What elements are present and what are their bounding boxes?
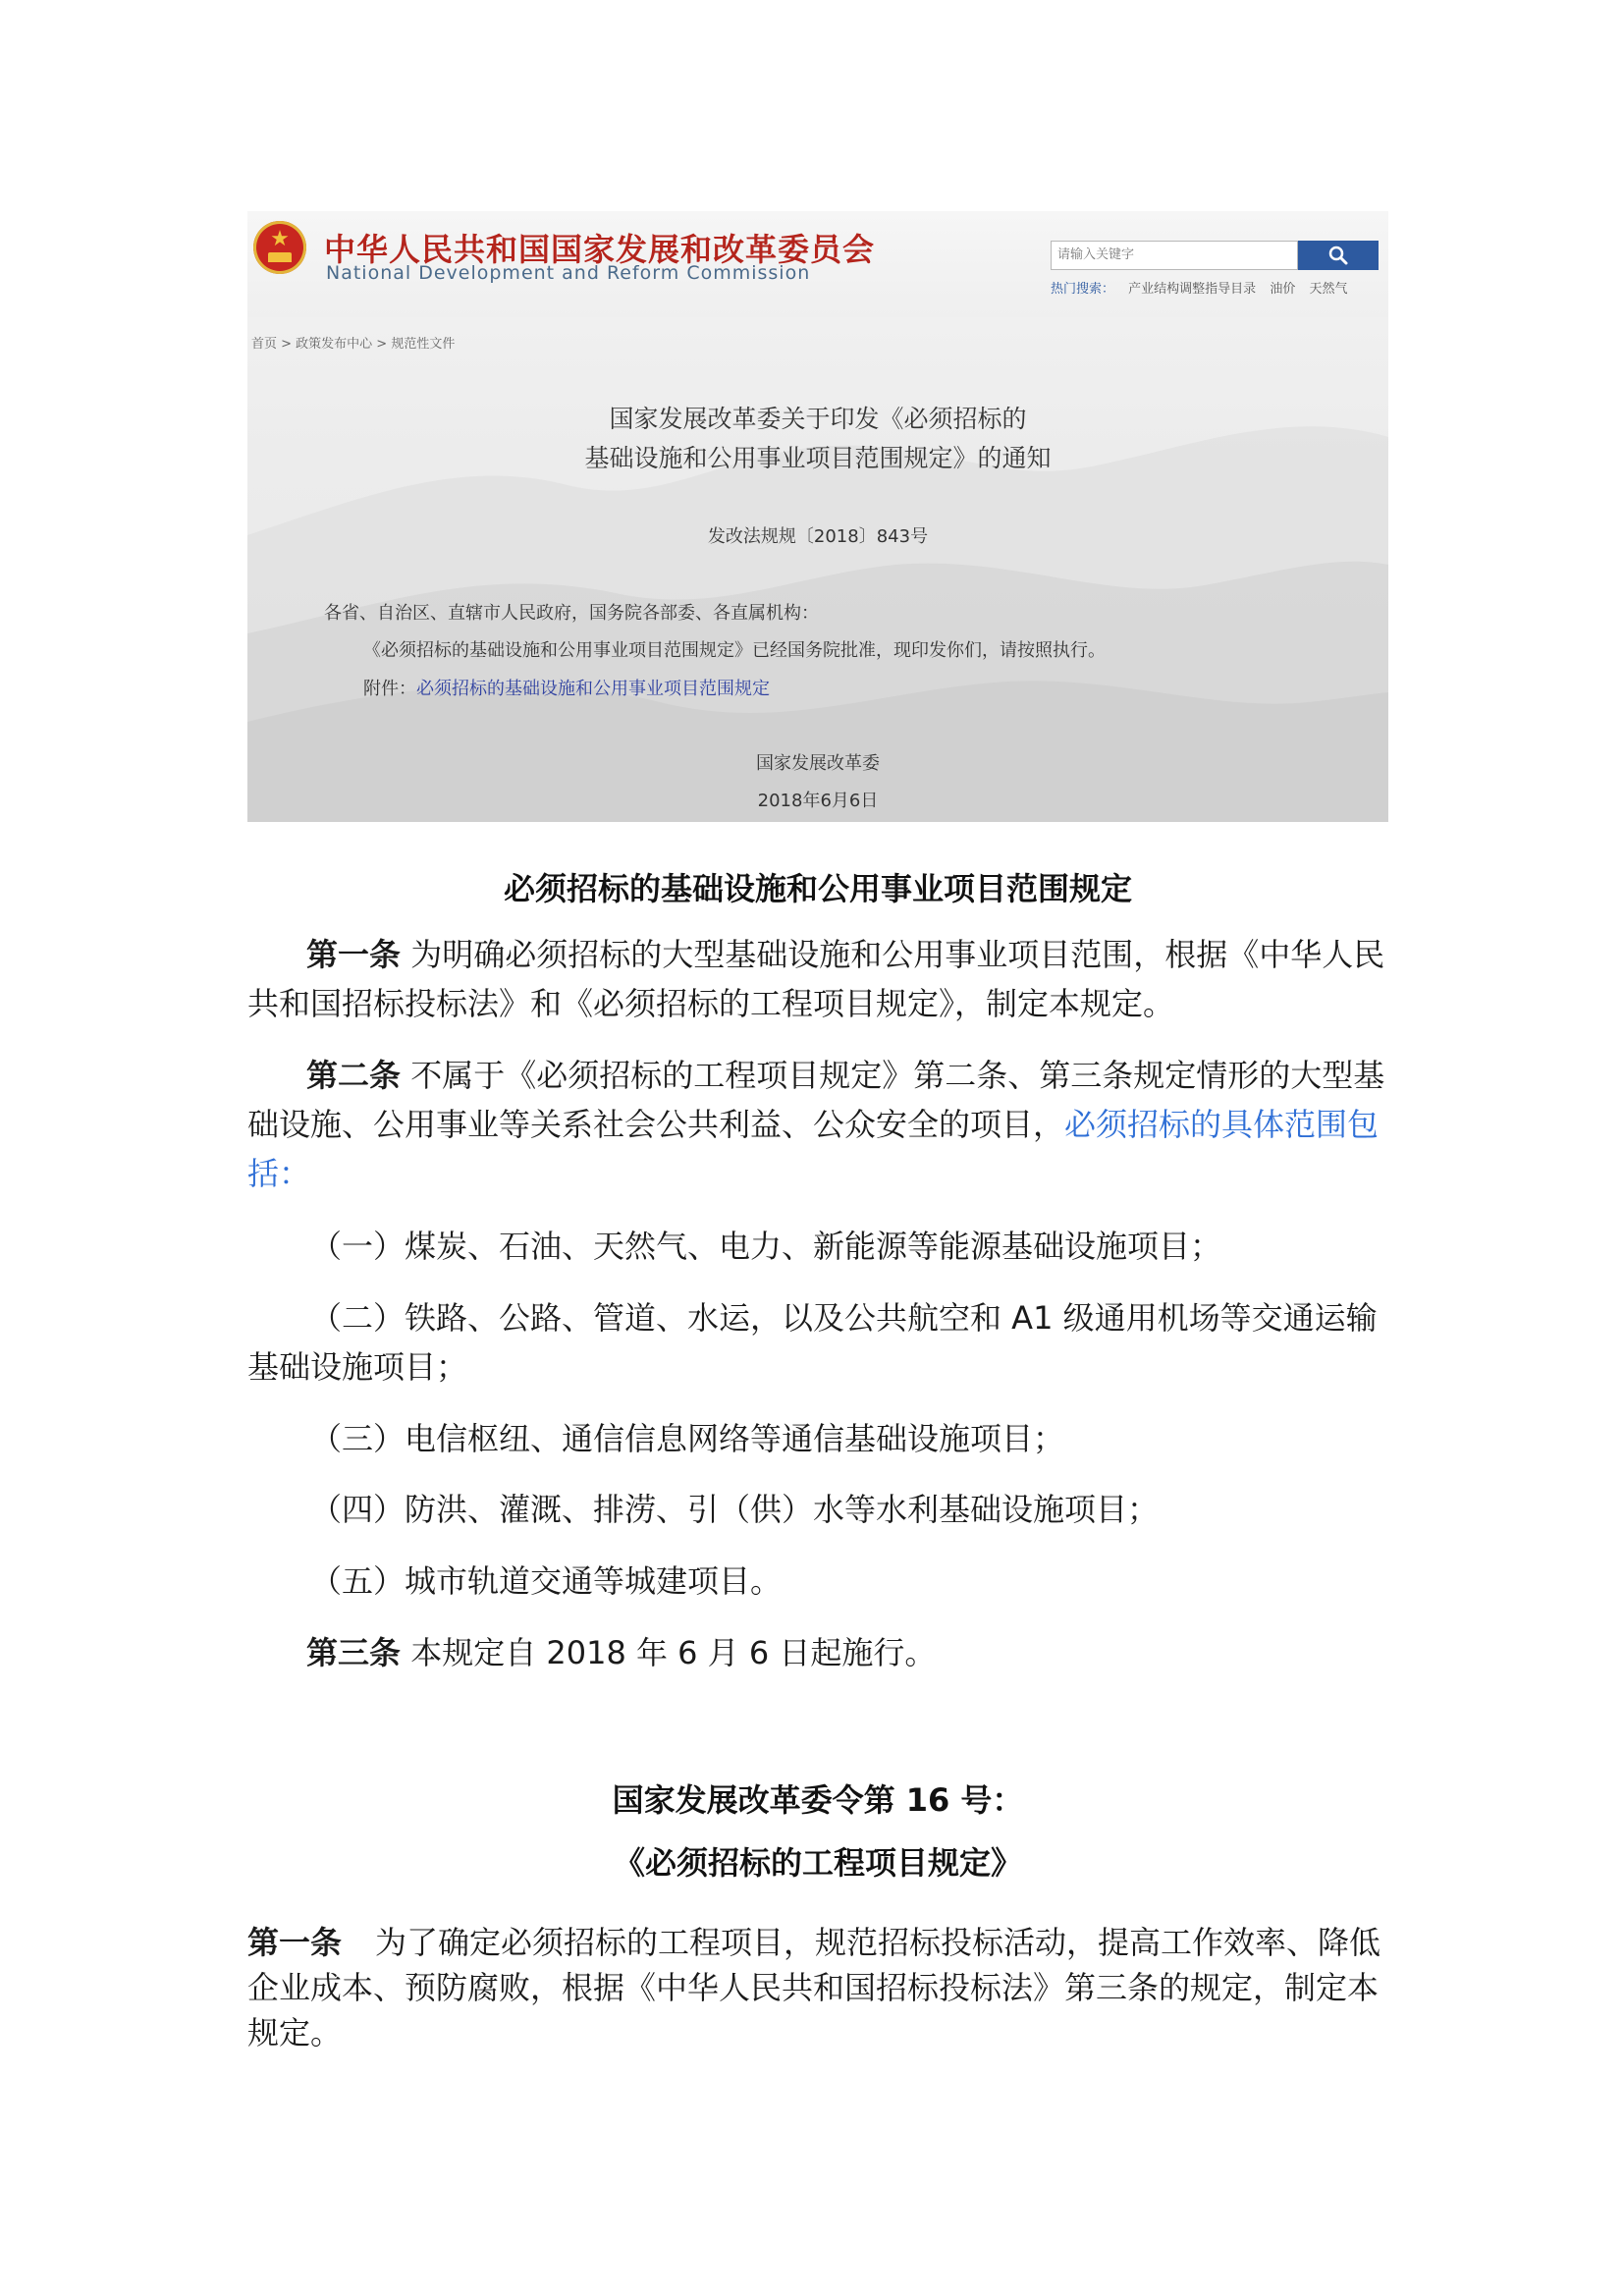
article-2 (247, 1051, 1388, 1198)
search-button[interactable] (1298, 241, 1379, 270)
order-title: 国家发展改革委令第 16 号： (612, 1781, 1024, 1819)
scope-item-4: （四）防洪、灌溉、排涝、引（供）水等水利基础设施项目； (310, 1491, 1160, 1528)
notice-body: 《必须招标的基础设施和公用事业项目范围规定》已经国务院批准，现印发你们，请按照执行。 (363, 640, 1106, 661)
order-article-1 (247, 1920, 1388, 2055)
article-1 (247, 930, 1388, 1028)
scope-item-1: （一）煤炭、石油、天然气、电力、新能源等能源基础设施项目； (310, 1228, 1222, 1265)
scope-item-5: （五）城市轨道交通等城建项目。 (310, 1562, 783, 1600)
article-3 (247, 1628, 1388, 1677)
attachment (363, 675, 770, 700)
national-emblem-icon: ★ (253, 221, 306, 274)
article-3-text: 本规定自 2018 年 6 月 6 日起施行。 (401, 1634, 937, 1671)
article-3-lead: 第三条 (306, 1634, 402, 1671)
recipients: 各省、自治区、直辖市人民政府，国务院各部委、各直属机构： (324, 603, 819, 624)
site-header (247, 211, 1388, 317)
search-input[interactable]: 请输入关键字 (1051, 241, 1298, 270)
hot-search-link[interactable]: 产业结构调整指导目录 (1128, 282, 1257, 297)
order-article-1-text: 为了确定必须招标的工程项目，规范招标投标活动，提高工作效率、降低企业成本、预防腐败，根据《中华人民共和国招标投标法》第三条的规定，制定本规定。 (247, 1924, 1381, 2051)
signer: 国家发展改革委 (756, 753, 880, 774)
search-icon (1327, 245, 1349, 266)
attachment-link[interactable]: 必须招标的基础设施和公用事业项目范围规定 (416, 679, 770, 699)
breadcrumb[interactable]: 首页 > 政策发布中心 > 规范性文件 (251, 337, 456, 352)
doc-number: 发改法规规〔2018〕843号 (707, 526, 929, 547)
order-subtitle: 《必须招标的工程项目规定》 (613, 1844, 1022, 1882)
notice-title-line2: 基础设施和公用事业项目范围规定》的通知 (584, 444, 1052, 472)
article-2-highlight: 必须招标的具体范围包括： (247, 1106, 1380, 1192)
order-article-1-lead: 第一条 (247, 1924, 343, 1961)
hot-search-link[interactable]: 天然气 (1309, 282, 1348, 297)
article-2-lead: 第二条 (306, 1057, 402, 1094)
article-2-text: 不属于《必须招标的工程项目规定》第二条、第三条规定情形的大型基础设施、公用事业等关系社会公共利益、公众安全的项目， (247, 1057, 1385, 1143)
embedded-webpage-screenshot (247, 211, 1388, 822)
article-1-text: 为明确必须招标的大型基础设施和公用事业项目范围，根据《中华人民共和国招标投标法》和《必须招标的工程项目规定》，制定本规定。 (247, 936, 1385, 1022)
attachment-label: 附件： (363, 679, 416, 699)
notice-title-line1: 国家发展改革委关于印发《必须招标的 (609, 405, 1027, 433)
scope-item-2: （二）铁路、公路、管道、水运，以及公共航空和 A1 级通用机场等交通运输基础设施项目； (247, 1299, 1378, 1386)
hot-search-link[interactable]: 油价 (1270, 282, 1296, 297)
article-1-lead: 第一条 (306, 936, 402, 973)
org-name-cn: 中华人民共和国国家发展和改革委员会 (324, 231, 876, 268)
org-name-en: National Development and Reform Commission (326, 262, 811, 284)
hot-search (1051, 278, 1357, 297)
scope-item-3: （三）电信枢纽、通信信息网络等通信基础设施项目； (310, 1420, 1065, 1457)
notice-date: 2018年6月6日 (757, 791, 879, 811)
document-title: 必须招标的基础设施和公用事业项目范围规定 (503, 870, 1132, 907)
hot-search-label: 热门搜索： (1051, 282, 1115, 297)
